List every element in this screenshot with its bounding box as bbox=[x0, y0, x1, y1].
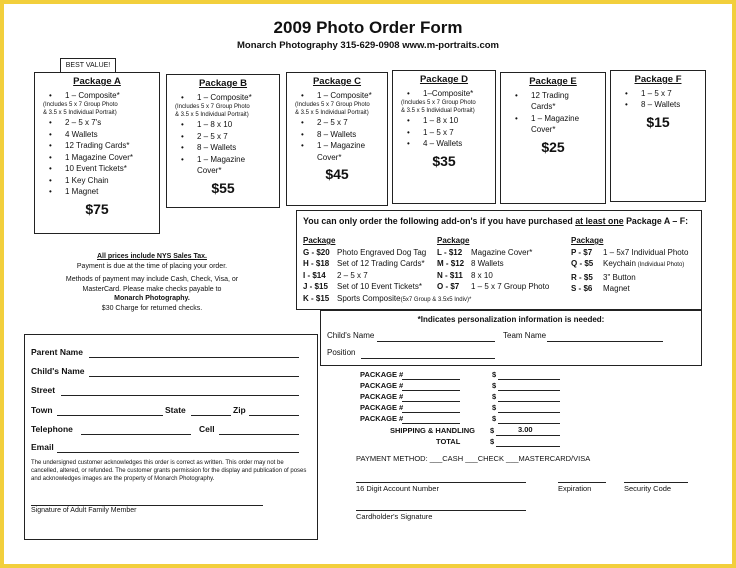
team-name-field[interactable] bbox=[547, 341, 663, 342]
package-price: $55 bbox=[211, 179, 235, 196]
addon-row bbox=[571, 283, 688, 295]
package-item: • 1 – Magazine bbox=[509, 113, 605, 125]
addon-code: O - $7 bbox=[437, 282, 460, 292]
child-name-field[interactable] bbox=[89, 376, 299, 377]
street-field[interactable] bbox=[61, 395, 299, 396]
package-item: (Includes 5 x 7 Group Photo bbox=[295, 102, 370, 108]
package-title: Package C bbox=[312, 76, 362, 87]
personalization-heading: *Indicates personalization information is needed: bbox=[417, 315, 605, 324]
addon-code: Q - $5 bbox=[571, 259, 594, 269]
shipping-line bbox=[496, 435, 560, 436]
addon-description: 1 – 5 x 7 Group Photo bbox=[471, 282, 550, 292]
package-item: (Includes 5 x 7 Group Photo bbox=[401, 100, 476, 106]
package-item: Cards* bbox=[531, 102, 556, 111]
cardholder-signature-field[interactable] bbox=[356, 510, 526, 511]
package-item: • 4 – Wallets bbox=[401, 138, 495, 150]
package-e-box bbox=[500, 72, 606, 204]
package-item: Cover* bbox=[197, 166, 222, 175]
addon-description: Magazine Cover* bbox=[471, 247, 533, 257]
addon-code: R - $5 bbox=[571, 272, 593, 282]
telephone-field[interactable] bbox=[81, 434, 191, 435]
package-item: • 1 – Magazine bbox=[175, 154, 279, 166]
payable-to: Monarch Photography. bbox=[114, 295, 190, 302]
package-a-box bbox=[34, 72, 160, 234]
position-label: Position bbox=[327, 348, 356, 357]
package-amount-field[interactable] bbox=[498, 390, 560, 391]
security-code-label: Security Code bbox=[624, 484, 672, 493]
email-field[interactable] bbox=[57, 452, 299, 453]
zip-field[interactable] bbox=[249, 415, 299, 416]
package-item: (Includes 5 x 7 Group Photo bbox=[43, 102, 118, 108]
package-item: Cover* bbox=[531, 125, 556, 134]
package-f-box bbox=[610, 70, 706, 202]
package-item: • 2 – 5 x 7's bbox=[43, 117, 159, 129]
package-item: • 1 – Composite* bbox=[43, 90, 159, 102]
package-number-label: PACKAGE # bbox=[360, 381, 404, 390]
payment-methods-note: Methods of payment may include Cash, Check, Visa, or bbox=[65, 276, 239, 283]
package-item: • 1 – 8 x 10 bbox=[175, 119, 279, 131]
package-number-label: PACKAGE # bbox=[360, 392, 404, 401]
package-item: • 1 Magazine Cover* bbox=[43, 152, 159, 164]
addon-row bbox=[303, 293, 471, 307]
shipping-dollar: $ bbox=[490, 426, 495, 435]
studio-contact: Monarch Photography 315-629-0908 www.m-portraits.com bbox=[236, 40, 500, 51]
package-item: • 4 Wallets bbox=[43, 129, 159, 141]
package-item: (Includes 5 x 7 Group Photo bbox=[175, 104, 250, 110]
package-item: • 12 Trading bbox=[509, 90, 605, 102]
addon-description: Set of 10 Event Tickets* bbox=[337, 282, 422, 292]
package-number-label: PACKAGE # bbox=[360, 403, 404, 412]
shipping-value: 3.00 bbox=[518, 425, 533, 434]
shipping-label: SHIPPING & HANDLING bbox=[390, 426, 476, 435]
package-amount-field[interactable] bbox=[498, 412, 560, 413]
package-item: • 2 – 5 x 7 bbox=[295, 117, 387, 129]
package-c-box bbox=[286, 72, 388, 206]
town-field[interactable] bbox=[57, 415, 163, 416]
package-number-field[interactable] bbox=[402, 390, 460, 391]
addon-code: P - $7 bbox=[571, 247, 593, 257]
package-item: • 10 Event Tickets* bbox=[43, 163, 159, 175]
addons-box bbox=[296, 210, 702, 310]
state-label: State bbox=[165, 405, 186, 415]
addon-description: 2 – 5 x 7 bbox=[337, 270, 368, 280]
addon-description: Sports Composite bbox=[337, 293, 401, 303]
package-number-field[interactable] bbox=[402, 412, 460, 413]
payment-methods-note-2: MasterCard. Please make checks payable to bbox=[82, 285, 222, 293]
package-item: • 1 Magnet bbox=[43, 186, 159, 198]
addon-description: 8 Wallets bbox=[471, 259, 504, 269]
package-title: Package E bbox=[529, 76, 577, 87]
telephone-label: Telephone bbox=[31, 424, 73, 434]
addon-description: Set of 12 Trading Cards* bbox=[337, 259, 425, 269]
package-item: & 3.5 x 5 Individual Portrait) bbox=[43, 110, 117, 116]
package-number-field[interactable] bbox=[402, 423, 460, 424]
package-item: & 3.5 x 5 Individual Portrait) bbox=[295, 110, 369, 116]
parent-name-field[interactable] bbox=[89, 357, 299, 358]
customer-acknowledgement: The undersigned customer acknowledges this order is correct as written. This order may not be cancelled, altered, or refunded. The customer grants permission for the display and publication of poses and acknowledges images are the property of Monarch Photography. bbox=[31, 460, 307, 482]
package-item: • 8 – Wallets bbox=[175, 142, 279, 154]
addon-code: N - $11 bbox=[437, 270, 463, 280]
account-number-label: 16 Digit Account Number bbox=[356, 484, 439, 493]
best-value-badge: BEST VALUE! bbox=[60, 58, 116, 73]
package-item: • 1 – 5 x 7 bbox=[401, 127, 495, 139]
package-item: • 1 – Composite* bbox=[175, 92, 279, 104]
package-item: • 1 – Magazine bbox=[295, 140, 387, 152]
package-item: • 2 – 5 x 7 bbox=[175, 131, 279, 143]
parent-name-label: Parent Name bbox=[31, 347, 83, 357]
addon-description: Keychain bbox=[603, 259, 636, 269]
personalization-box bbox=[320, 310, 702, 366]
package-item: • 1–Composite* bbox=[401, 88, 495, 100]
package-d-box bbox=[392, 70, 496, 204]
package-dollar-sign: $ bbox=[492, 392, 497, 401]
package-item: • 1 – 5 x 7 bbox=[619, 88, 705, 100]
state-field[interactable] bbox=[191, 415, 231, 416]
addon-note: (Individual Photo) bbox=[635, 262, 685, 269]
package-item: Cover* bbox=[317, 152, 342, 162]
total-field[interactable] bbox=[496, 446, 560, 447]
package-item: • 8 – Wallets bbox=[295, 129, 387, 141]
addon-description: Photo Engraved Dog Tag bbox=[337, 247, 427, 257]
package-item: & 3.5 x 5 Individual Portrait) bbox=[401, 108, 475, 114]
position-field[interactable] bbox=[361, 358, 495, 359]
expiration-label: Expiration bbox=[558, 484, 592, 493]
addon-description: Magnet bbox=[603, 284, 630, 294]
team-name-label: Team Name bbox=[503, 331, 547, 340]
addon-code: S - $6 bbox=[571, 284, 593, 294]
package-title: Package A bbox=[73, 76, 121, 87]
package-item: • 1 – 8 x 10 bbox=[401, 115, 495, 127]
pers-child-name-label: Child's Name bbox=[327, 331, 375, 340]
cell-field[interactable] bbox=[219, 434, 299, 435]
addon-row bbox=[437, 281, 549, 293]
package-item: & 3.5 x 5 Individual Portrait) bbox=[175, 112, 249, 118]
total-label: TOTAL bbox=[436, 437, 461, 446]
package-price: $15 bbox=[646, 113, 670, 130]
addon-note: (5x7 Group & 3.5x5 Indiv)* bbox=[400, 296, 472, 303]
payment-due-note: Payment is due at the time of placing your order. bbox=[76, 262, 228, 270]
addon-description: 3" Button bbox=[603, 272, 636, 282]
package-item: • 1 Key Chain bbox=[43, 175, 159, 187]
package-item: • 8 – Wallets bbox=[619, 99, 705, 111]
addon-code: I - $14 bbox=[303, 270, 326, 280]
addons-column-2 bbox=[437, 235, 549, 293]
addon-code: H - $18 bbox=[303, 259, 330, 269]
package-dollar-sign: $ bbox=[492, 403, 497, 412]
total-dollar: $ bbox=[490, 437, 495, 446]
addons-heading: You can only order the following add-on's if you have purchased at least one Package A – F: bbox=[303, 216, 688, 226]
addon-code: J - $15 bbox=[303, 282, 328, 292]
package-number-field[interactable] bbox=[402, 379, 460, 380]
addon-row bbox=[571, 258, 688, 272]
addon-row bbox=[437, 270, 549, 282]
addon-row bbox=[437, 247, 549, 259]
package-title: Package F bbox=[634, 74, 682, 85]
addon-column-header: Package bbox=[303, 236, 336, 245]
package-price: $45 bbox=[325, 166, 349, 182]
account-number-field[interactable] bbox=[356, 482, 526, 483]
contact-info-box bbox=[24, 334, 318, 540]
package-item: • 12 Trading Cards* bbox=[43, 140, 159, 152]
zip-label: Zip bbox=[233, 405, 246, 415]
pricing-info bbox=[24, 252, 280, 313]
street-label: Street bbox=[31, 385, 56, 395]
addon-description: 1 – 5x7 Individual Photo bbox=[603, 247, 689, 257]
addon-row bbox=[571, 272, 688, 284]
addon-code: G - $20 bbox=[303, 247, 330, 257]
package-number-field[interactable] bbox=[402, 401, 460, 402]
package-title: Package D bbox=[419, 74, 469, 85]
cardholder-signature-label: Cardholder's Signature bbox=[356, 512, 433, 521]
package-b-box bbox=[166, 74, 280, 208]
package-amount-field[interactable] bbox=[498, 379, 560, 380]
signature-field[interactable] bbox=[31, 505, 263, 506]
package-price: $25 bbox=[541, 138, 565, 155]
addon-row bbox=[571, 247, 688, 259]
package-title: Package B bbox=[198, 78, 248, 89]
package-number-label: PACKAGE # bbox=[360, 414, 404, 423]
package-price: $75 bbox=[85, 200, 109, 217]
addon-column-header: Package bbox=[437, 236, 470, 245]
town-label: Town bbox=[31, 405, 53, 415]
addon-description: 8 x 10 bbox=[471, 270, 493, 280]
package-dollar-sign: $ bbox=[492, 381, 497, 390]
package-dollar-sign: $ bbox=[492, 414, 497, 423]
package-amount-field[interactable] bbox=[498, 401, 560, 402]
addons-column-3 bbox=[571, 235, 688, 295]
cell-label: Cell bbox=[199, 424, 215, 434]
package-number-label: PACKAGE # bbox=[360, 370, 404, 379]
signature-label: Signature of Adult Family Member bbox=[31, 507, 137, 514]
package-amount-field[interactable] bbox=[498, 423, 560, 424]
addon-row bbox=[437, 258, 549, 270]
child-name-label: Child's Name bbox=[31, 366, 85, 376]
email-label: Email bbox=[31, 442, 54, 452]
returned-check-note: $30 Charge for returned checks. bbox=[101, 304, 203, 312]
payment-method: PAYMENT METHOD: ___CASH ___CHECK ___MASTERCARD/VISA bbox=[356, 454, 591, 463]
addon-code: K - $15 bbox=[303, 293, 330, 303]
addon-code: L - $12 bbox=[437, 247, 463, 257]
expiration-field[interactable] bbox=[558, 482, 606, 483]
addon-column-header: Package bbox=[571, 236, 604, 245]
addon-code: M - $12 bbox=[437, 259, 465, 269]
security-code-field[interactable] bbox=[624, 482, 688, 483]
tax-note: All prices include NYS Sales Tax. bbox=[97, 253, 207, 260]
pers-child-name-field[interactable] bbox=[377, 341, 495, 342]
package-item: • 1 – Composite* bbox=[295, 90, 387, 102]
package-dollar-sign: $ bbox=[492, 370, 497, 379]
package-price: $35 bbox=[432, 152, 456, 169]
form-title: 2009 Photo Order Form bbox=[273, 18, 463, 37]
